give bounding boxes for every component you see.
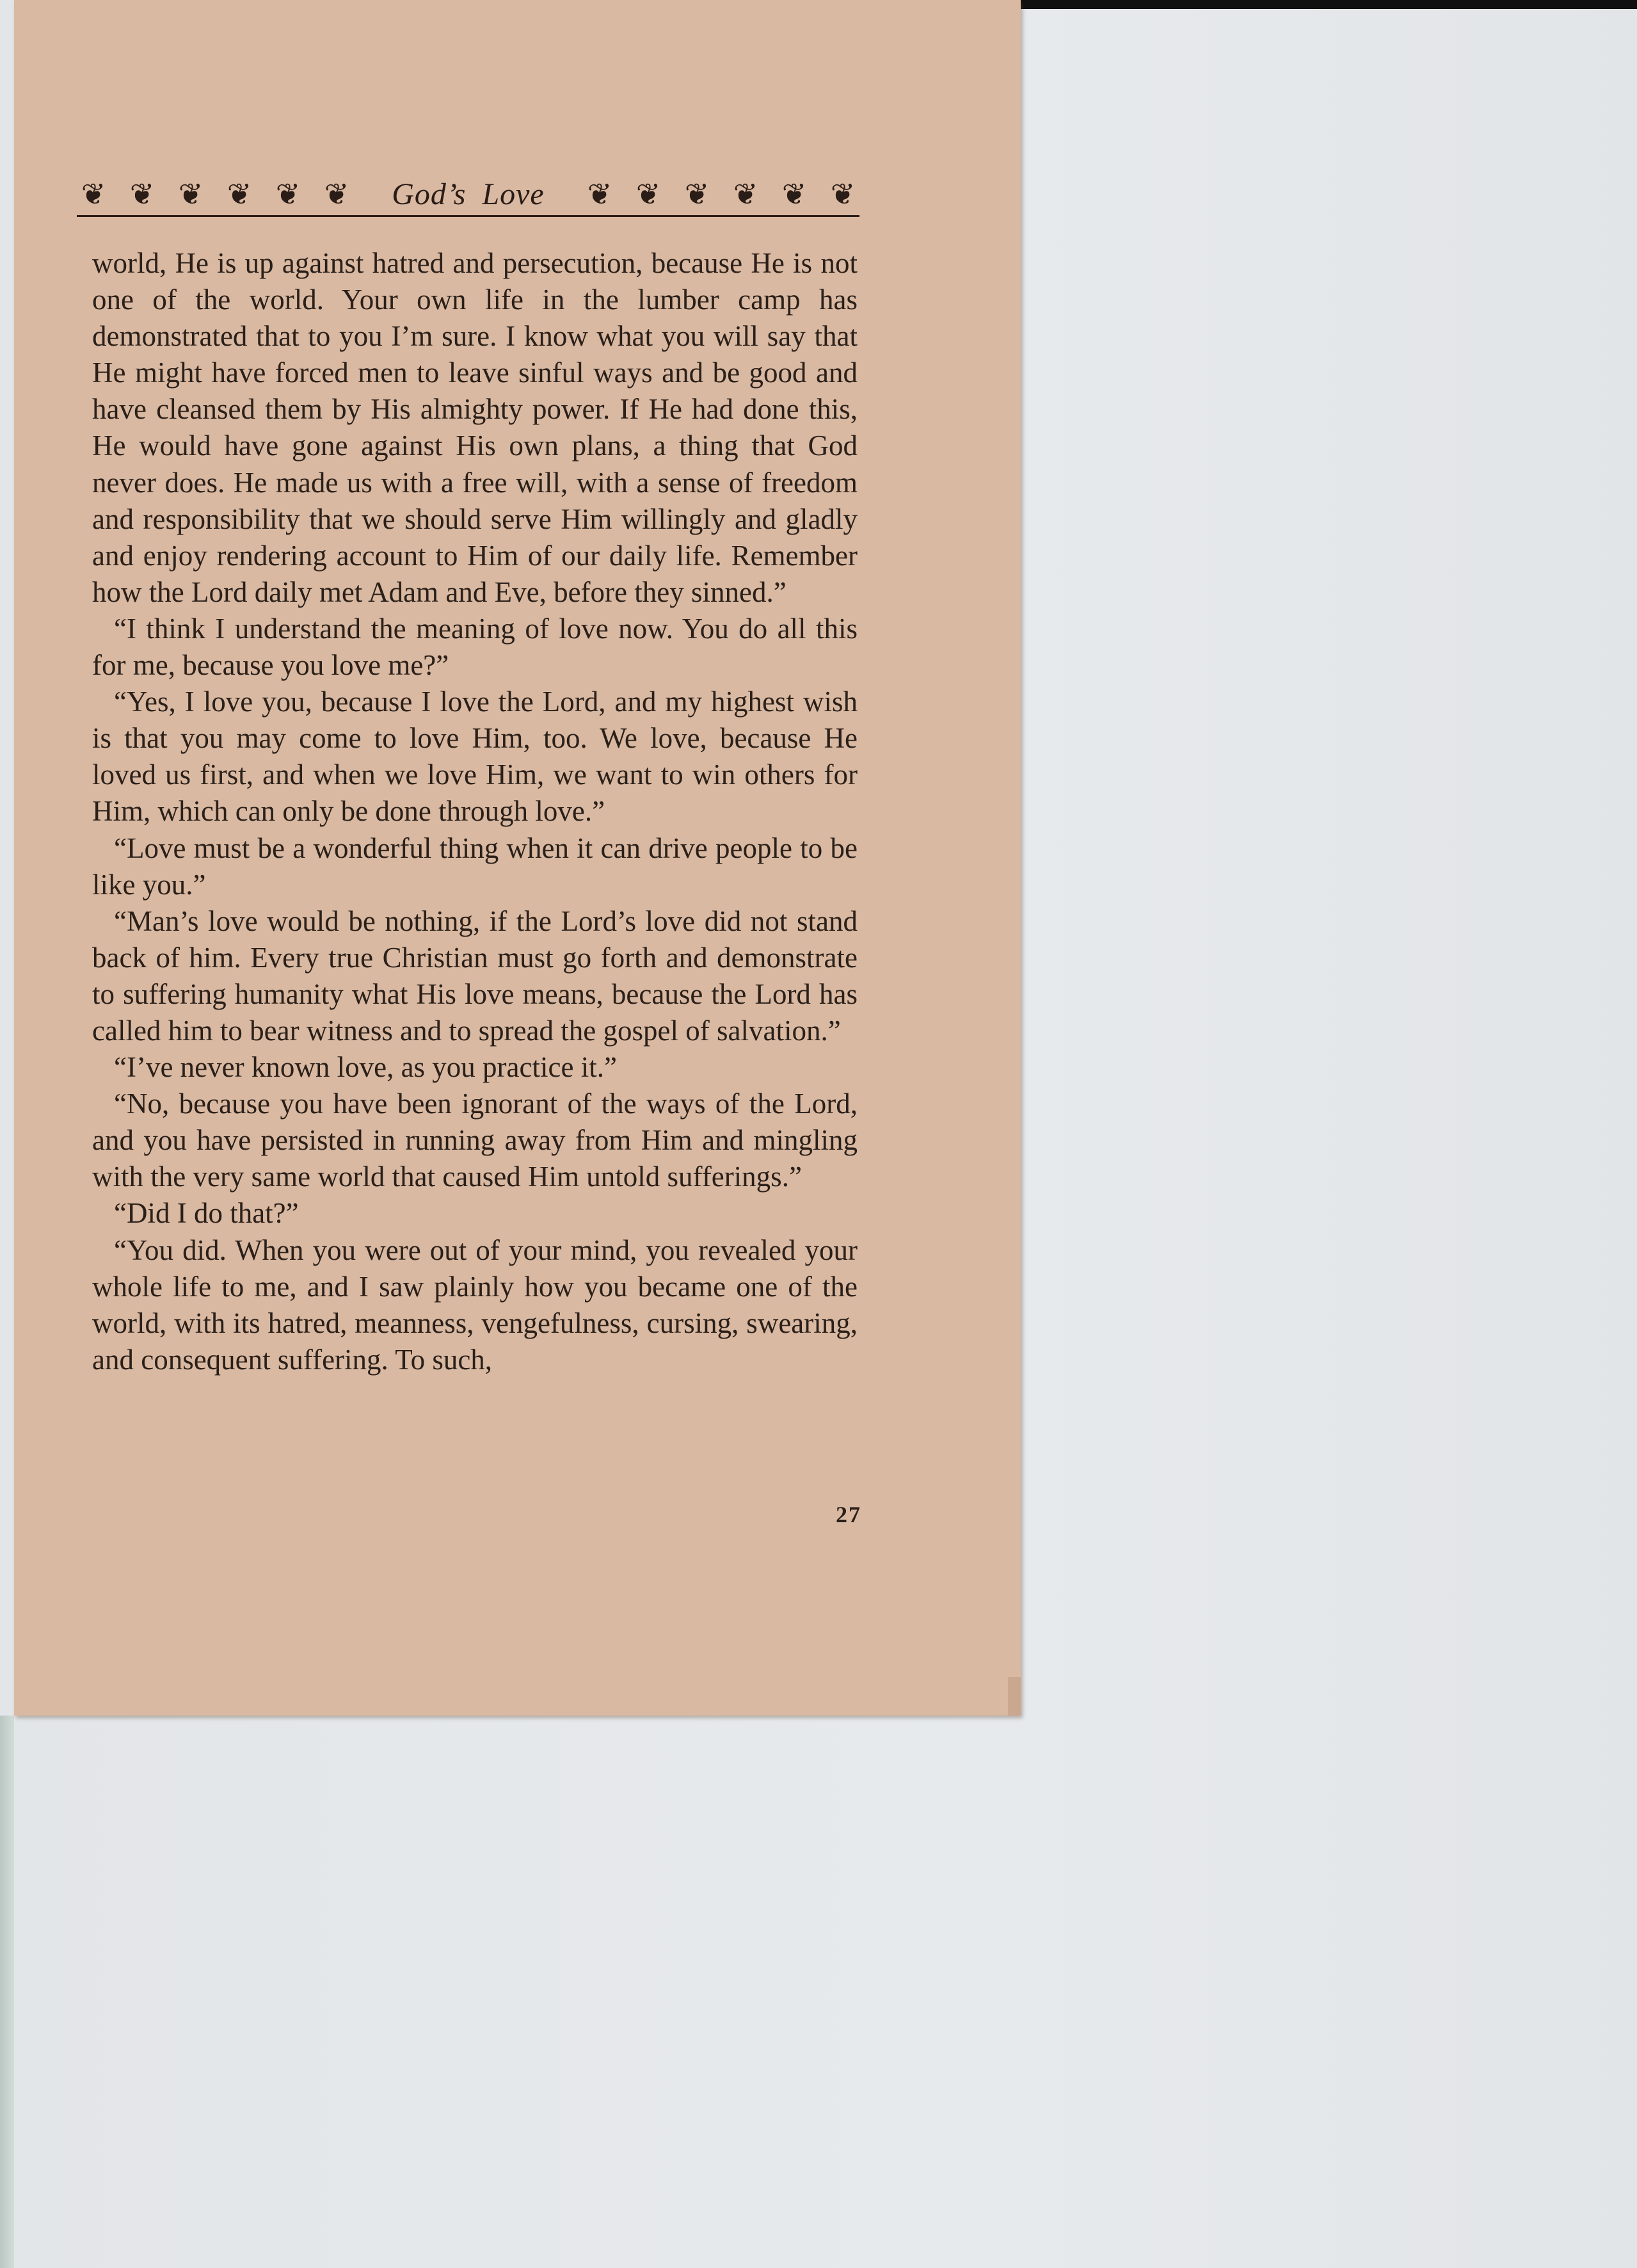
thistle-ornament-icon: ❦ [275,177,301,211]
ornaments-right [583,177,859,211]
thistle-ornament-icon: ❦ [129,177,155,211]
thistle-ornament-icon: ❦ [587,177,612,211]
paragraph: “I think I understand the meaning of love now. You do all this for me, because you love me?” [92,612,858,682]
paragraph: “I’ve never known love, as you practice it.” [114,1051,617,1084]
thistle-ornament-icon: ❦ [781,177,807,211]
ornaments-left [77,177,353,211]
thistle-ornament-icon: ❦ [227,177,252,211]
thistle-ornament-icon: ❦ [81,177,106,211]
paragraph: “Love must be a wonderful thing when it can drive people to be like you.” [92,832,858,901]
page-number: 27 [836,1502,861,1527]
scanner-edge-strip [1021,0,1637,9]
paragraph: “No, because you have been ignorant of the ways of the Lord, and you have persisted in running away from Him and mingling with the very same world that caused Him untold sufferings.” [92,1088,858,1193]
thistle-ornament-icon: ❦ [635,177,661,211]
scanner-side-strip [0,1716,14,2268]
thistle-ornament-icon: ❦ [178,177,204,211]
thistle-ornament-icon: ❦ [830,177,856,211]
running-title: God’s Love [392,177,545,211]
body-text [92,245,858,1378]
page-corner [1008,1677,1021,1716]
thistle-ornament-icon: ❦ [324,177,349,211]
paragraph: “Man’s love would be nothing, if the Lord’s love did not stand back of him. Every true Christian must go forth and demonstrate to suffering humanity what His love means, because the Lord has called him to bear witness and to spread the gospel of salvation.” [92,905,858,1047]
running-header [77,173,859,217]
paragraph: “You did. When you were out of your mind, you revealed your whole life to me, and I saw plainly how you became one of the world, with its hatred, meanness, vengefulness, cursing, swearing, and consequent suffering. To such, [92,1234,858,1376]
thistle-ornament-icon: ❦ [733,177,758,211]
paragraph: “Did I do that?” [114,1197,299,1230]
thistle-ornament-icon: ❦ [684,177,710,211]
paragraph: “Yes, I love you, because I love the Lord, and my highest wish is that you may come to love Him, too. We love, because He loved us first, and when we love Him, we want to win others for Him, which can only be done through love.” [92,686,858,828]
paragraph: world, He is up against hatred and persecution, because He is not one of the world. Your own life in the lumber camp has demonstrated that to you I’m sure. I know what you will say that He might have forced men to leave sinful ways and be good and have cleansed them by His almighty power. If He had done this, He would have gone against His own plans, a thing that God never does. He made us with a free will, with a sense of freedom and responsibility that we should serve Him willingly and gladly and enjoy rendering account to Him of our daily life. Remember how the Lord daily met Adam and Eve, before they sinned.” [92,247,858,608]
